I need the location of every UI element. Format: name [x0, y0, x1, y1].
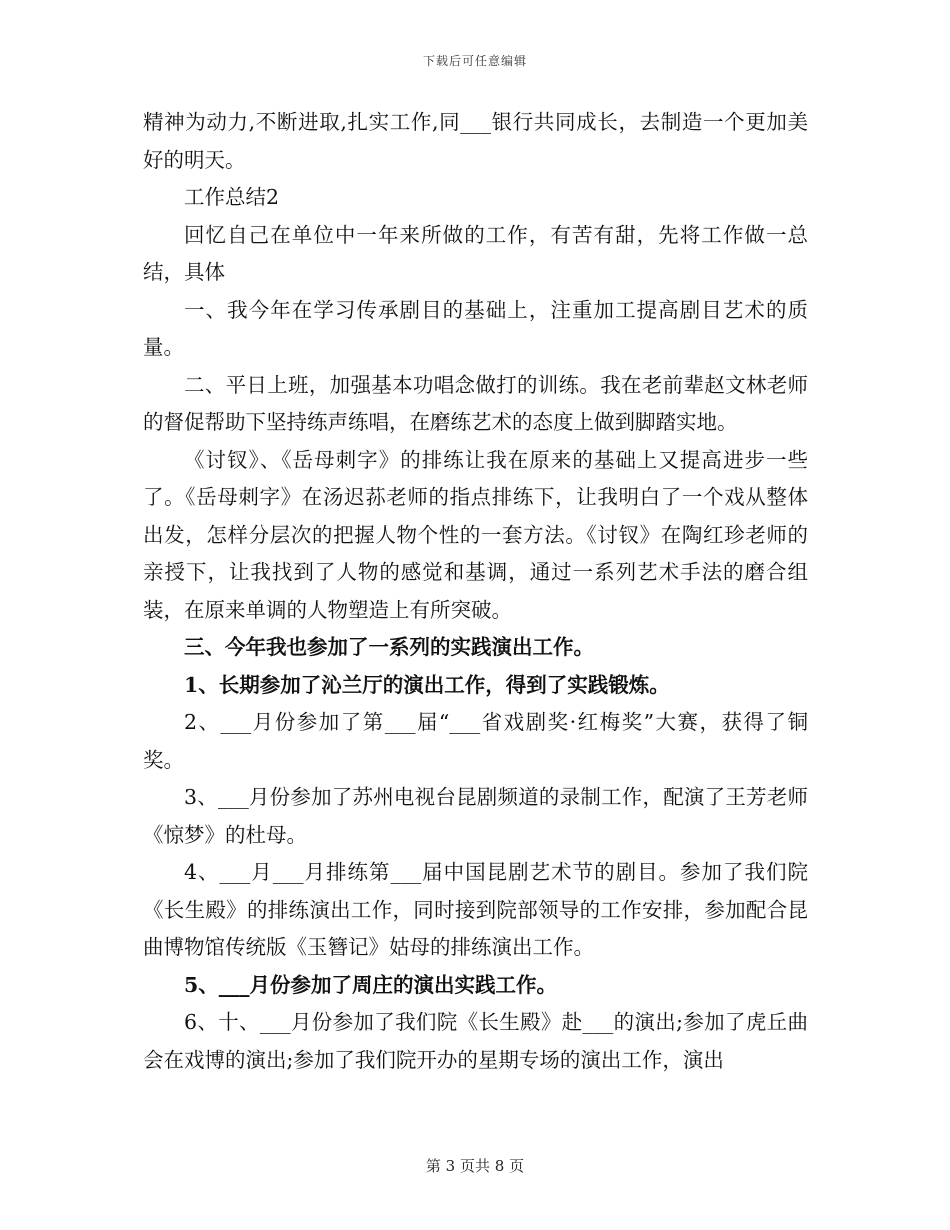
paragraph-2: 工作总结2 [184, 185, 280, 209]
paragraph-6: 《讨钗》、《岳母刺字》的排练让我在原来的基础上又提高进步一些了。《岳母刺字》在汤迟荪老师的指点排练下，让我明白了一个戏从整体出发，怎样分层次的把握人物个性的一套方法。《讨钗》在陶红珍老师的亲授下，让我找到了人物的感觉和基调，通过一系列艺术手法的磨合组装，在原来单调的人物塑造上有所突破。 [143, 447, 808, 622]
paragraph-5: 二、平日上班，加强基本功唱念做打的训练。我在老前辈赵文林老师的督促帮助下坚持练声练唱，在磨练艺术的态度上做到脚踏实地。 [143, 372, 808, 434]
paragraph-9: 2、___月份参加了第___届“___省戏剧奖·红梅奖”大赛，获得了铜奖。 [143, 710, 808, 772]
page-header: 下载后可任意编辑 [422, 54, 527, 68]
paragraph-11: 4、___月___月排练第___届中国昆剧艺术节的剧目。参加了我们院《长生殿》的排练演出工作，同时接到院部领导的工作安排，参加配合昆曲博物馆传统版《玉簪记》姑母的排练演出工作。 [143, 860, 808, 959]
paragraph-8: 1、长期参加了沁兰厅的演出工作，得到了实践锻炼。 [184, 672, 670, 697]
document-body [143, 104, 808, 1079]
paragraph-3: 回忆自己在单位中一年来所做的工作，有苦有甜，先将工作做一总结，具体 [143, 222, 808, 284]
paragraph-12: 5、___月份参加了周庄的演出实践工作。 [184, 972, 558, 997]
paragraph-4: 一、我今年在学习传承剧目的基础上，注重加工提高剧目艺术的质量。 [143, 297, 808, 359]
paragraph-10: 3、___月份参加了苏州电视台昆剧频道的录制工作，配演了王芳老师《惊梦》的杜母。 [143, 785, 808, 847]
paragraph-13: 6、十、___月份参加了我们院《长生殿》赴___的演出;参加了虎丘曲会在戏博的演出;参加了我们院开办的星期专场的演出工作，演出 [143, 1010, 808, 1072]
paragraph-1: 精神为动力,不断进取,扎实工作,同___银行共同成长，去制造一个更加美好的明天。 [143, 110, 808, 172]
page-footer: 第 3 页共 8 页 [425, 1157, 525, 1175]
paragraph-7: 三、今年我也参加了一系列的实践演出工作。 [184, 635, 594, 659]
